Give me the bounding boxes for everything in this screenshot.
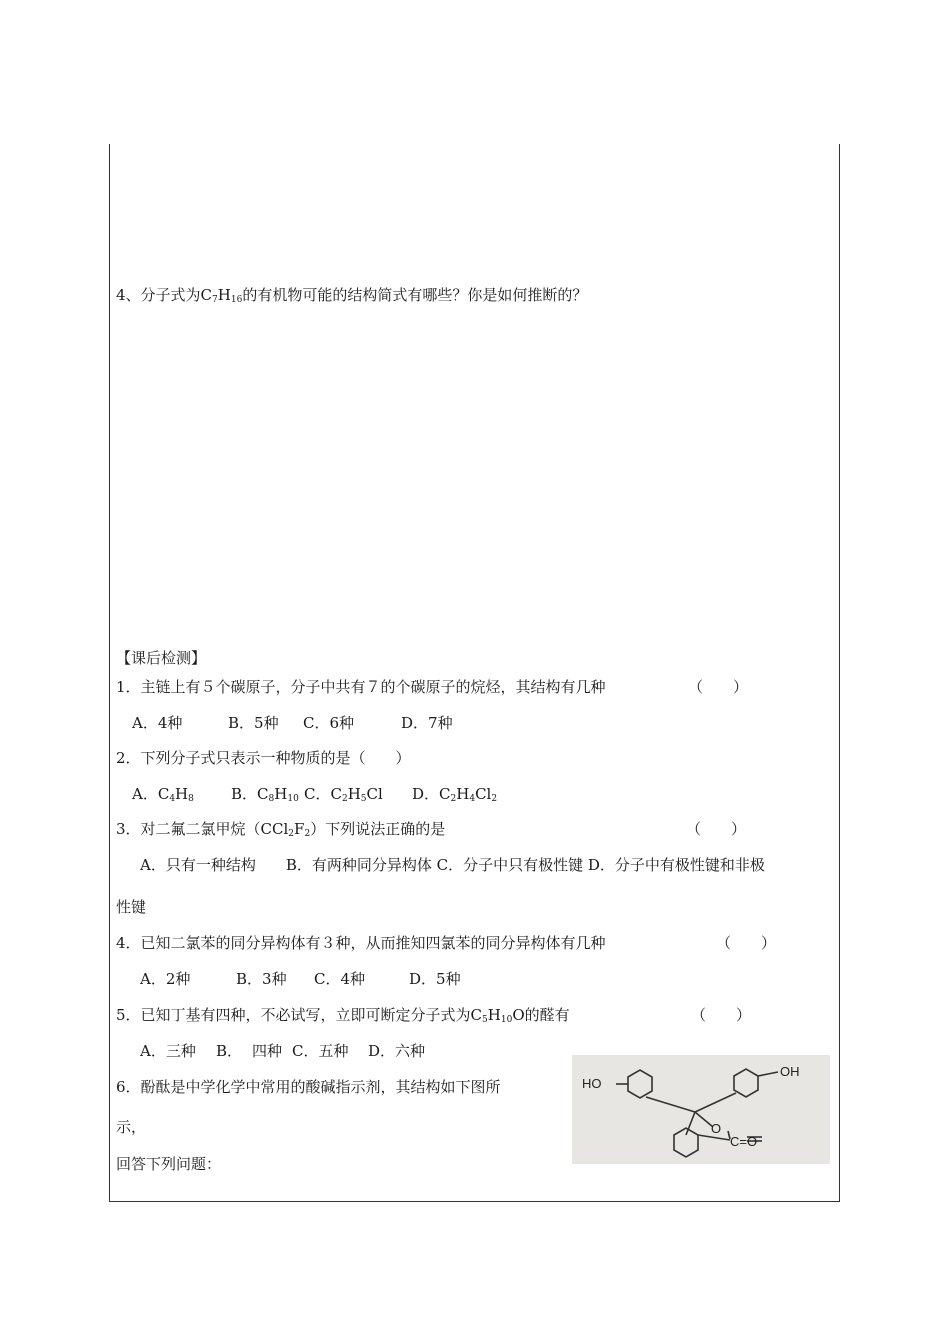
q3-options-wrap: 性键 (116, 898, 147, 916)
phenolphthalein-structure-figure (572, 1055, 830, 1164)
carbonyl-label: C=O (730, 1134, 758, 1149)
q4b-option-d: D．5种 (409, 970, 461, 988)
q4b-answer-paren: （ ） (716, 934, 777, 952)
oh-label: OH (780, 1064, 800, 1079)
q4b-option-c: C．4种 (314, 970, 366, 988)
q3-options: A．只有一种结构 B．有两种同分异构体 C．分子中只有极性键 D．分子中有极性键和非极 (140, 856, 765, 874)
q4b-text: 4．已知二氯苯的同分异构体有３种，从而推知四氯苯的同分异构体有几种 (116, 934, 606, 952)
q2-text: 2．下列分子式只表示一种物质的是（ ） (116, 749, 411, 767)
q6-line-2: 示， (116, 1118, 147, 1136)
q1-option-b: B．5种 (228, 714, 279, 732)
q5-answer-paren: （ ） (691, 1006, 752, 1024)
q4b-option-b: B．3种 (236, 970, 287, 988)
q5-option-b-value: 四种 (252, 1042, 283, 1060)
q1-option-d: D．7种 (401, 714, 453, 732)
ring-oxygen-label: O (711, 1121, 722, 1136)
q6-line-1: 6．酚酞是中学化学中常用的酸碱指示剂，其结构如下图所 (116, 1078, 501, 1096)
left-phenol-ring (628, 1070, 652, 1098)
q2-option-d: D．$C_2H_4Cl_2$ (412, 785, 498, 804)
q2-option-b: B．$C_8H_{10}$ (231, 785, 299, 804)
q4b-option-a: A．2种 (140, 970, 191, 988)
q1-option-c: C．6种 (303, 714, 355, 732)
q5-option-c: C．五种 (292, 1042, 349, 1060)
q1-text: 1．主链上有５个碳原子，分子中共有７的个碳原子的烷烃，其结构有几种 (116, 678, 606, 696)
section-title: 【课后检测】 (116, 649, 207, 667)
q5-option-a: A．三种 (140, 1042, 196, 1060)
q1-answer-paren: （ ） (688, 678, 749, 696)
q3-text: 3．对二氟二氯甲烷$(CCl_2F_2)$下列说法正确的是 (116, 820, 446, 839)
q2-option-c: C．$C_2H_5Cl$ (304, 785, 383, 804)
q1-option-a: A．4种 (132, 714, 183, 732)
q5-option-b: B． (216, 1042, 243, 1060)
phenolphthalein-structure-svg (572, 1055, 830, 1164)
q6-line-3: 回答下列问题： (116, 1155, 222, 1173)
q3-answer-paren: （ ） (686, 820, 747, 838)
benzo-ring (674, 1128, 698, 1157)
ho-label: HO (582, 1076, 602, 1091)
right-phenol-ring (734, 1069, 758, 1097)
q5-text: 5．已知丁基有四种，不必试写，立即可断定分子式为$C_5H_{10}O$的醛有 (116, 1006, 570, 1025)
q5-option-d: D．六种 (368, 1042, 426, 1060)
question-4-text: 4、分子式为$C_7H_{16}$的有机物可能的结构简式有哪些？你是如何推断的？ (116, 286, 588, 305)
q2-option-a: A．$C_4H_8$ (132, 785, 194, 804)
